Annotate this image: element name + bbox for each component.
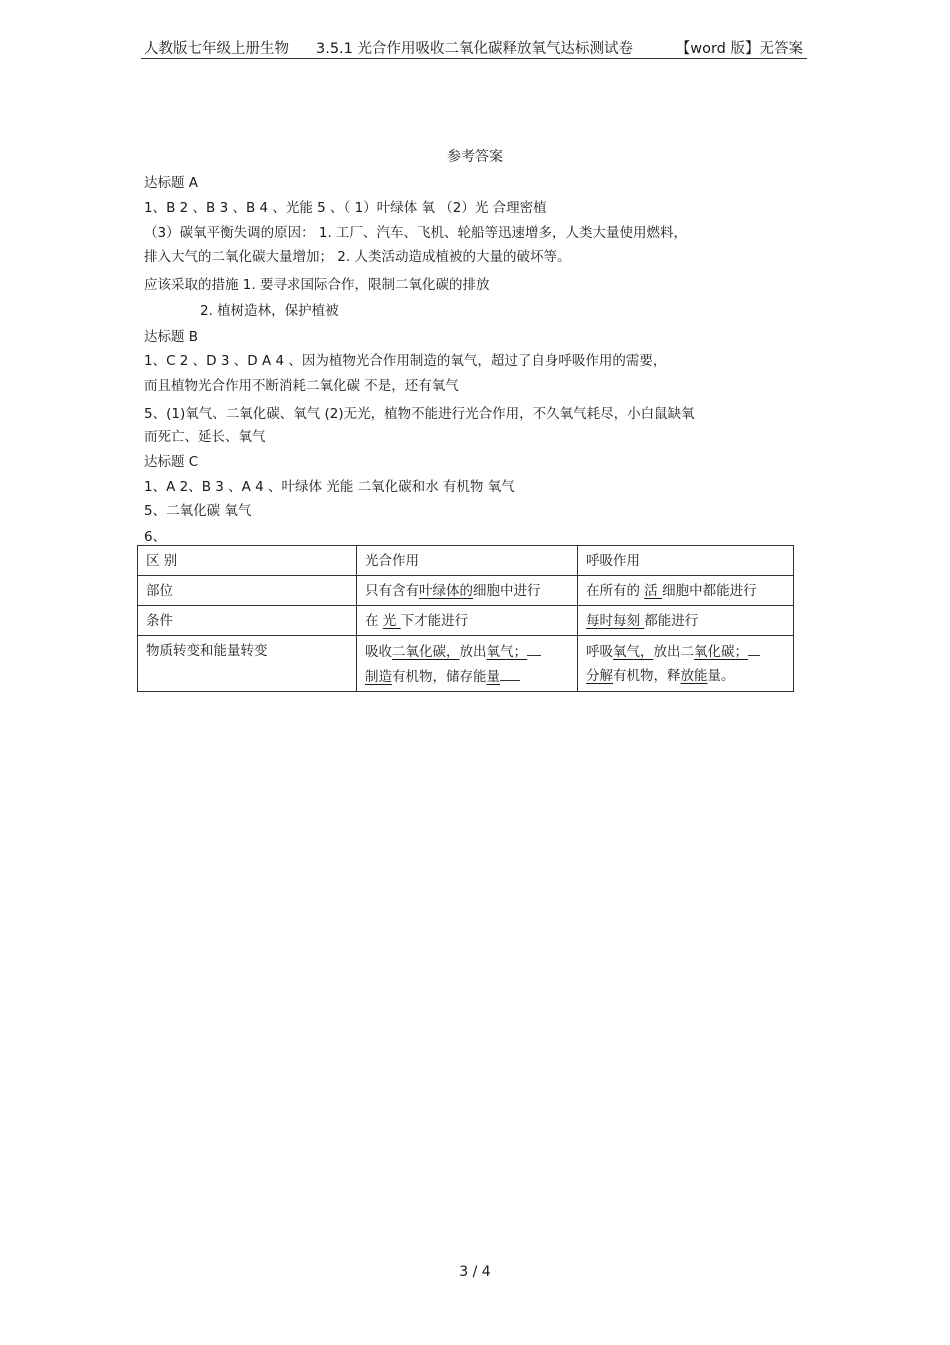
table-row	[138, 576, 794, 606]
respiration-cell: 在所有的 活 细胞中都能进行	[578, 576, 794, 606]
row-label: 部位	[138, 576, 357, 606]
table-row	[138, 636, 794, 692]
section-b-line-2: 而且植物光合作用不断消耗二氧化碳 不是，还有氧气	[144, 378, 459, 394]
row-label: 条件	[138, 606, 357, 636]
respiration-cell: 每时每刻 都能进行	[578, 606, 794, 636]
table-header-cell: 区 别	[138, 546, 357, 576]
table-header-row	[138, 546, 794, 576]
header-format-note: 【word 版】无答案	[675, 41, 803, 57]
section-b-heading: 达标题 B	[144, 329, 199, 345]
table-header-cell: 呼吸作用	[578, 546, 794, 576]
section-b-line-4: 而死亡、延长、氧气	[144, 429, 266, 445]
comparison-table	[137, 545, 794, 692]
section-a-line-5: 2. 植树造林，保护植被	[200, 303, 339, 319]
section-a-line-2: （3）碳氧平衡失调的原因： 1. 工厂、汽车、飞机、轮船等迅速增多，人类大量使用燃料，	[144, 225, 688, 241]
section-b-line-3: 5、(1)氧气、二氧化碳、氧气 (2)无光，植物不能进行光合作用，不久氧气耗尽，小白鼠缺氧	[144, 406, 695, 422]
section-a-line-3: 排入大气的二氧化碳大量增加； 2. 人类活动造成植被的大量的破坏等。	[144, 249, 571, 265]
section-c-line-3: 6、	[144, 529, 167, 545]
page-title: 参考答案	[447, 149, 503, 165]
section-a-line-1: 1、B 2 、B 3 、B 4 、光能 5 、（ 1）叶绿体 氧 （2）光 合理密植	[144, 200, 547, 216]
respiration-cell: 呼吸氧气，放出二氧化碳； 分解有机物，释放能量。	[578, 636, 794, 692]
section-b-line-1: 1、C 2 、D 3 、D A 4 、因为植物光合作用制造的氧气，超过了自身呼吸作用的需要，	[144, 353, 667, 369]
section-c-line-2: 5、二氧化碳 氧气	[144, 503, 252, 519]
table-row	[138, 606, 794, 636]
header-test-title: 3.5.1 光合作用吸收二氧化碳释放氧气达标测试卷	[316, 41, 634, 57]
page-header	[141, 36, 807, 59]
row-label: 物质转变和能量转变	[138, 636, 357, 692]
page-number: 3 / 4	[459, 1264, 491, 1280]
header-book-title: 人教版七年级上册生物	[144, 41, 289, 57]
table-header-cell: 光合作用	[357, 546, 578, 576]
section-a-heading: 达标题 A	[144, 175, 199, 191]
section-a-line-4: 应该采取的措施 1. 要寻求国际合作，限制二氧化碳的排放	[144, 277, 490, 293]
section-c-line-1: 1、A 2、B 3 、A 4 、叶绿体 光能 二氧化碳和水 有机物 氧气	[144, 479, 515, 495]
photosynthesis-cell: 在 光 下才能进行	[357, 606, 578, 636]
section-c-heading: 达标题 C	[144, 454, 199, 470]
photosynthesis-cell: 吸收二氧化碳，放出氧气； 制造有机物，储存能量	[357, 636, 578, 692]
photosynthesis-cell: 只有含有叶绿体的细胞中进行	[357, 576, 578, 606]
